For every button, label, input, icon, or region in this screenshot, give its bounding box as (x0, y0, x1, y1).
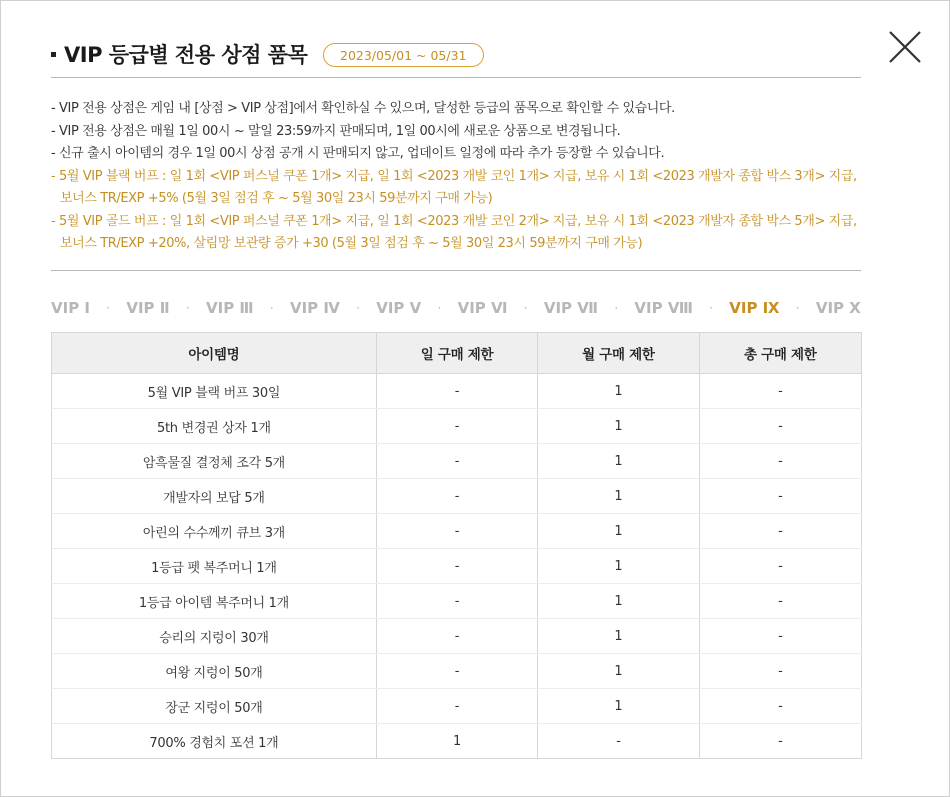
table-row (52, 479, 862, 514)
tab-vip-9[interactable]: VIP Ⅸ (729, 299, 780, 317)
tier-separator: · (709, 301, 714, 315)
daily-limit-cell: - (376, 409, 537, 444)
item-table (51, 332, 862, 759)
table-row (52, 619, 862, 654)
note-buff-item (51, 211, 861, 256)
total-limit-cell: - (699, 584, 861, 619)
daily-limit-cell: 1 (376, 724, 537, 759)
notes-list (51, 98, 861, 256)
table-row (52, 724, 862, 759)
monthly-limit-cell: 1 (538, 479, 699, 514)
divider (51, 270, 861, 271)
note-item (51, 143, 861, 166)
close-icon (887, 29, 923, 65)
item-name-cell: 여왕 지렁이 50개 (52, 654, 377, 689)
total-limit-cell: - (699, 724, 861, 759)
daily-limit-cell: - (376, 444, 537, 479)
table-row (52, 549, 862, 584)
tab-vip-3[interactable]: VIP Ⅲ (206, 299, 254, 317)
note-text: - 신규 출시 아이템의 경우 1일 00시 상점 공개 시 판매되지 않고, 업데이트 일정에 따라 추가 등장할 수 있습니다. (51, 146, 665, 161)
monthly-limit-cell: 1 (538, 409, 699, 444)
table-row (52, 444, 862, 479)
note-item (51, 121, 861, 144)
modal-header (51, 41, 861, 78)
total-limit-cell: - (699, 479, 861, 514)
monthly-limit-cell: 1 (538, 584, 699, 619)
total-limit-cell: - (699, 374, 861, 409)
tab-vip-5[interactable]: VIP Ⅴ (376, 299, 422, 317)
column-header-daily-limit: 일 구매 제한 (376, 333, 537, 374)
tab-vip-6[interactable]: VIP Ⅵ (457, 299, 508, 317)
note-text-continued: 보너스 TR/EXP +20%, 살림망 보관량 증가 +30 (5월 3일 점검 후 ~ 5월 30일 23시 59분까지 구매 가능) (60, 236, 643, 251)
tab-vip-1[interactable]: VIP Ⅰ (51, 299, 90, 317)
total-limit-cell: - (699, 444, 861, 479)
tab-vip-10[interactable]: VIP Ⅹ (815, 299, 861, 317)
tab-vip-8[interactable]: VIP Ⅷ (634, 299, 693, 317)
total-limit-cell: - (699, 689, 861, 724)
total-limit-cell: - (699, 654, 861, 689)
column-header-total-limit: 총 구매 제한 (699, 333, 861, 374)
tier-separator: · (437, 301, 442, 315)
close-button[interactable] (887, 29, 923, 65)
title-bullet (51, 52, 56, 57)
total-limit-cell: - (699, 619, 861, 654)
note-text: - VIP 전용 상점은 매월 1일 00시 ~ 말일 23:59까지 판매되며, 1일 00시에 새로운 상품으로 변경됩니다. (51, 123, 621, 139)
item-name-cell: 아린의 수수께끼 큐브 3개 (52, 514, 377, 549)
total-limit-cell: - (699, 549, 861, 584)
tab-vip-7[interactable]: VIP Ⅶ (543, 299, 599, 317)
monthly-limit-cell: 1 (538, 374, 699, 409)
column-header-item-name: 아이템명 (52, 333, 377, 374)
tier-separator: · (356, 301, 360, 315)
tier-separator: · (269, 301, 274, 315)
item-name-cell: 700% 경험치 포션 1개 (52, 724, 377, 759)
date-range-badge: 2023/05/01 ~ 05/31 (323, 43, 484, 67)
total-limit-cell: - (699, 514, 861, 549)
table-row (52, 514, 862, 549)
daily-limit-cell: - (376, 619, 537, 654)
monthly-limit-cell: 1 (538, 619, 699, 654)
item-name-cell: 5th 변경권 상자 1개 (52, 409, 377, 444)
item-name-cell: 암흑물질 결정체 조각 5개 (52, 444, 377, 479)
monthly-limit-cell: 1 (538, 514, 699, 549)
daily-limit-cell: - (376, 479, 537, 514)
tier-separator: · (614, 301, 619, 315)
monthly-limit-cell: 1 (538, 654, 699, 689)
item-name-cell: 승리의 지렁이 30개 (52, 619, 377, 654)
daily-limit-cell: - (376, 514, 537, 549)
daily-limit-cell: - (376, 549, 537, 584)
tab-vip-4[interactable]: VIP Ⅳ (289, 299, 340, 317)
note-text-continued: 보너스 TR/EXP +5% (5월 3일 점검 후 ~ 5월 30일 23시 59분까지 구매 가능) (60, 191, 493, 206)
monthly-limit-cell: 1 (538, 689, 699, 724)
monthly-limit-cell: - (538, 724, 699, 759)
table-row (52, 374, 862, 409)
vip-tier-tabs (51, 297, 861, 319)
note-text: - 5월 VIP 골드 버프 : 일 1회 <VIP 퍼스널 쿠폰 1개> 지급, 일 1회 <2023 개발 코인 2개> 지급, 보유 시 1회 <2023 개발자 종합 박스 5개> 지급, (51, 213, 857, 229)
table-row (52, 689, 862, 724)
item-name-cell: 개발자의 보답 5개 (52, 479, 377, 514)
daily-limit-cell: - (376, 689, 537, 724)
tier-separator: · (106, 301, 111, 315)
tier-separator: · (523, 301, 528, 315)
daily-limit-cell: - (376, 374, 537, 409)
table-row (52, 584, 862, 619)
note-buff-item (51, 166, 861, 211)
item-name-cell: 장군 지렁이 50개 (52, 689, 377, 724)
item-name-cell: 1등급 아이템 복주머니 1개 (52, 584, 377, 619)
column-header-monthly-limit: 월 구매 제한 (538, 333, 699, 374)
table-row (52, 654, 862, 689)
monthly-limit-cell: 1 (538, 444, 699, 479)
tier-separator: · (185, 301, 190, 315)
daily-limit-cell: - (376, 654, 537, 689)
total-limit-cell: - (699, 409, 861, 444)
monthly-limit-cell: 1 (538, 549, 699, 584)
item-name-cell: 5월 VIP 블랙 버프 30일 (52, 374, 377, 409)
table-header-row (52, 333, 862, 374)
tab-vip-2[interactable]: VIP Ⅱ (126, 299, 170, 317)
note-text: - 5월 VIP 블랙 버프 : 일 1회 <VIP 퍼스널 쿠폰 1개> 지급, 일 1회 <2023 개발 코인 1개> 지급, 보유 시 1회 <2023 개발자 종합 박스 3개> 지급, (51, 168, 857, 184)
item-name-cell: 1등급 펫 복주머니 1개 (52, 549, 377, 584)
page-title: VIP 등급별 전용 상점 품목 (64, 43, 308, 67)
note-item (51, 98, 861, 121)
table-row (52, 409, 862, 444)
tier-separator: · (795, 301, 800, 315)
daily-limit-cell: - (376, 584, 537, 619)
note-text: - VIP 전용 상점은 게임 내 [상점 > VIP 상점]에서 확인하실 수 있으며, 달성한 등급의 품목으로 확인할 수 있습니다. (51, 101, 675, 116)
